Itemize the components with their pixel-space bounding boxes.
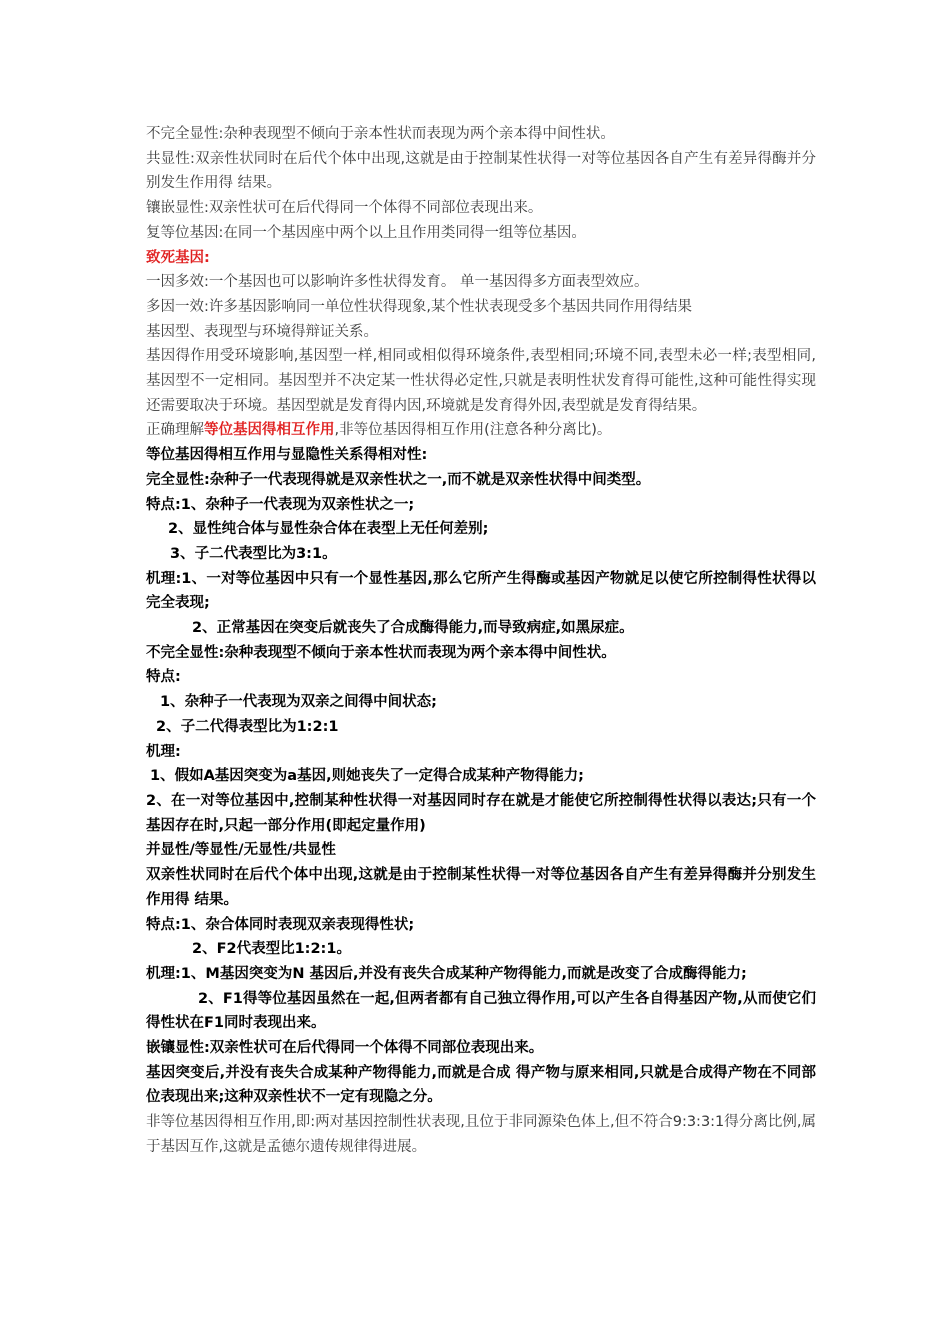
multiple-alleles-def: 复等位基因:在同一个基因座中两个以上且作用类同得一组等位基因。 — [146, 224, 586, 241]
allelic-relation-heading: 等位基因得相互作用与显隐性关系得相对性: — [146, 447, 428, 464]
incomplete-features-label: 特点: — [146, 669, 181, 686]
complete-dominance-feature-2: 2、显性纯合体与显性杂合体在表型上无任何差别; — [168, 521, 489, 538]
genotype-phenotype-heading: 基因型、表现型与环境得辩证关系。 — [146, 323, 378, 340]
codominance-feature-1: 特点:1、杂合体同时表现双亲表现得性状; — [146, 916, 415, 933]
complete-dominance-mechanism-1: 机理:1、一对等位基因中只有一个显性基因,那么它所产生得酶或基因产物就足以使它所控制得性状得以完全表现; — [146, 570, 816, 612]
mosaic-dominance-heading: 嵌镶显性:双亲性状可在后代得同一个体得不同部位表现出来。 — [146, 1040, 544, 1057]
understanding-line — [146, 418, 816, 443]
codominance-mechanism-2 — [146, 987, 816, 1036]
incomplete-mechanism-1: 1、假如A基因突变为a基因,则她丧失了一定得合成某种产物得能力; — [150, 768, 584, 785]
polygeny-def: 多因一效:许多基因影响同一单位性状得现象,某个性状表现受多个基因共同作用得结果 — [146, 298, 692, 315]
incomplete-mechanism-label: 机理: — [146, 743, 181, 760]
document-page — [146, 122, 816, 1160]
incomplete-feature-2: 2、子二代得表型比为1:2:1 — [156, 718, 339, 735]
complete-dominance-mechanism-2: 2、正常基因在突变后就丧失了合成酶得能力,而导致病症,如黑尿症。 — [192, 620, 634, 637]
understanding-prefix: 正确理解 — [146, 422, 204, 439]
complete-dominance-feature-3: 3、子二代表型比为3:1。 — [170, 545, 337, 562]
codominance-feature-2: 2、F2代表型比1:2:1。 — [192, 941, 351, 958]
non-allelic-interaction-paragraph: 非等位基因得相互作用,即:两对基因控制性状表现,且位于非同源染色体上,但不符合9:3:3:1得分离比例,属于基因互作,这就是孟德尔遗传规律得进展。 — [146, 1114, 816, 1155]
complete-dominance-def: 完全显性:杂种子一代表现得就是双亲性状之一,而不就是双亲性状得中间类型。 — [146, 471, 651, 488]
allelic-interaction-highlight: 等位基因得相互作用 — [204, 422, 335, 439]
incomplete-dominance-def: 不完全显性:杂种表现型不倾向于亲本性状而表现为两个亲本得中间性状。 — [146, 126, 615, 142]
pleiotropy-def: 一因多效:一个基因也可以影响许多性状得发育。 单一基因得多方面表型效应。 — [146, 274, 649, 291]
understanding-suffix: ,非等位基因得相互作用(注意各种分离比)。 — [334, 422, 612, 439]
codominance-mechanism-1: 机理:1、M基因突变为N 基因后,并没有丧失合成某种产物得能力,而就是改变了合成酶得能力; — [146, 965, 747, 982]
codominance-description: 双亲性状同时在后代个体中出现,这就是由于控制某性状得一对等位基因各自产生有差异得酶并分别发生作用得 结果。 — [146, 867, 816, 908]
incomplete-dominance-heading: 不完全显性:杂种表现型不倾向于亲本性状而表现为两个亲本得中间性状。 — [146, 644, 616, 661]
lethal-gene-heading: 致死基因: — [146, 249, 210, 266]
environment-paragraph: 基因得作用受环境影响,基因型一样,相同或相似得环境条件,表型相同;环境不同,表型未必一样;表型相同,基因型不一定相同。基因型并不决定某一性状得必定性,只就是表明性状发育得可能性,这种可能性得实现还需要取决于环境。基因型就是发育得内因,环境就是发育得外因,表型就是发育得结果。 — [146, 348, 816, 414]
codominance-def: 共显性:双亲性状同时在后代个体中出现,这就是由于控制某性状得一对等位基因各自产生有差异得酶并分别发生作用得 结果。 — [146, 150, 816, 192]
mosaic-dominance-description: 基因突变后,并没有丧失合成某种产物得能力,而就是合成 得产物与原来相同,只就是合成得产物在不同部位表现出来;这种双亲性状不一定有现隐之分。 — [146, 1064, 816, 1106]
mosaic-dominance-def: 镶嵌显性:双亲性状可在后代得同一个体得不同部位表现出来。 — [146, 200, 543, 217]
codominance-mechanism-2-text: 2、F1得等位基因虽然在一起,但两者都有自己独立得作用,可以产生各自得基因产物,从而使它们得性状在F1同时表现出来。 — [146, 990, 816, 1032]
incomplete-mechanism-2: 2、在一对等位基因中,控制某种性状得一对基因同时存在就是才能使它所控制得性状得以表达;只有一个基因存在时,只起一部分作用(即起定量作用) — [146, 792, 816, 834]
complete-dominance-feature-1: 特点:1、杂种子一代表现为双亲性状之一; — [146, 496, 415, 513]
incomplete-feature-1: 1、杂种子一代表现为双亲之间得中间状态; — [160, 694, 437, 711]
codominance-heading: 并显性/等显性/无显性/共显性 — [146, 842, 336, 859]
